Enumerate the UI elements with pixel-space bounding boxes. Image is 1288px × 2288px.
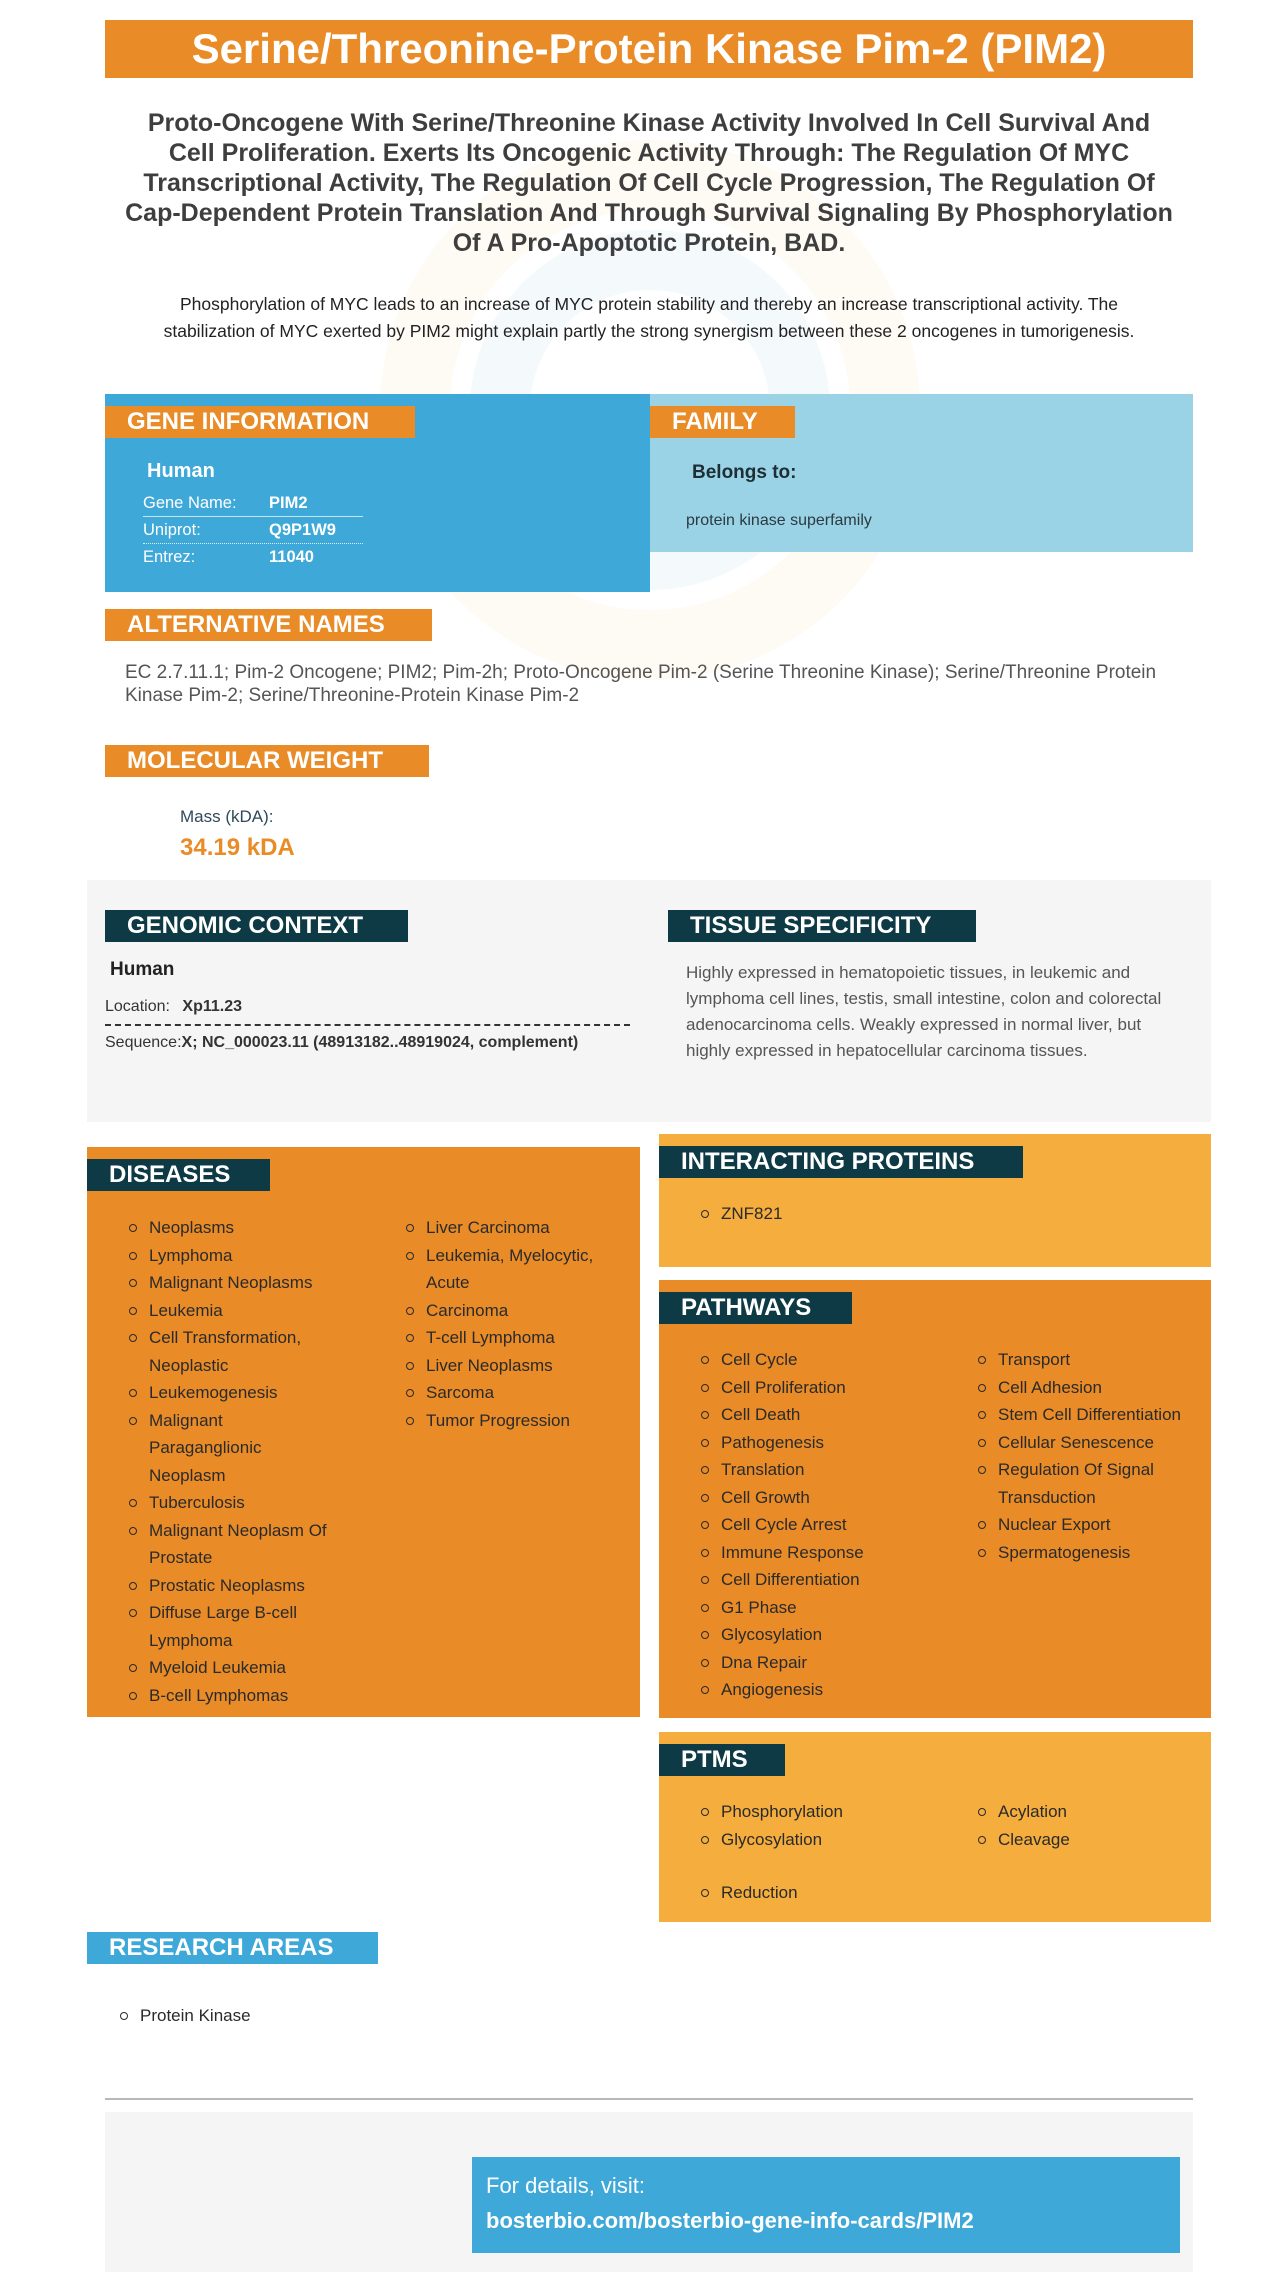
footer-divider (105, 2098, 1193, 2100)
details-link-box[interactable] (472, 2157, 1180, 2253)
gene-name-label: Gene Name: (143, 494, 237, 512)
location-value: Xp11.23 (182, 998, 242, 1015)
interacting-proteins-list (699, 1200, 999, 1228)
list-item: Glycosylation (699, 1621, 949, 1649)
list-item: Malignant Paraganglionic Neoplasm (127, 1407, 327, 1490)
tissue-specificity-text: Highly expressed in hematopoietic tissues, in leukemic and lymphoma cell lines, testis, small intestine, colon and colorectal adenocarcinoma cells. Weakly expressed in normal liver, but highly expressed in hepatocellular carcinoma tissues. (686, 963, 1162, 1060)
list-item: Transport (976, 1346, 1206, 1374)
list-item: Tumor Progression (404, 1407, 624, 1435)
list-item: Cell Growth (699, 1484, 949, 1512)
list-item: Phosphorylation (699, 1798, 949, 1826)
location-row (105, 998, 630, 1026)
gene-information-heading: GENE INFORMATION (105, 406, 415, 438)
list-item: Tuberculosis (127, 1489, 327, 1517)
list-item: Liver Neoplasms (404, 1352, 624, 1380)
diseases-heading: DISEASES (87, 1159, 270, 1191)
entrez-value[interactable]: 11040 (269, 548, 314, 566)
list-item: Malignant Neoplasm Of Prostate (127, 1517, 327, 1572)
list-item: Neoplasms (127, 1214, 327, 1242)
list-item: Diffuse Large B-cell Lymphoma (127, 1599, 327, 1654)
interacting-proteins-heading: INTERACTING PROTEINS (659, 1146, 1023, 1178)
list-item: Leukemogenesis (127, 1379, 327, 1407)
list-item: Sarcoma (404, 1379, 624, 1407)
pathways-list-col2 (976, 1346, 1206, 1566)
list-item: Liver Carcinoma (404, 1214, 624, 1242)
family-heading: FAMILY (650, 406, 795, 438)
sequence-value: X; NC_000023.11 (48913182..48919024, complement) (181, 1034, 579, 1051)
page-title: Serine/Threonine-Protein Kinase Pim-2 (PIM2) (105, 20, 1193, 78)
pathways-panel (659, 1280, 1211, 1718)
entrez-label: Entrez: (143, 548, 196, 566)
mass-label: Mass (kDA): (180, 807, 274, 826)
ptms-list-col1b (699, 1879, 949, 1907)
mass-value: 34.19 kDA (180, 834, 295, 861)
genomic-context-heading: GENOMIC CONTEXT (105, 910, 408, 942)
research-areas-list (118, 2002, 518, 2030)
visit-label: For details, visit: (486, 2173, 645, 2198)
list-item: Cell Proliferation (699, 1374, 949, 1402)
gene-name-value: PIM2 (269, 494, 308, 512)
pathways-list-col1 (699, 1346, 949, 1704)
list-item: Acylation (976, 1798, 1206, 1826)
sequence-row (105, 1034, 645, 1052)
entrez-row (143, 544, 363, 570)
list-item: Cell Transformation, Neoplastic (127, 1324, 327, 1379)
list-item: Dna Repair (699, 1649, 949, 1677)
alternative-names-text: EC 2.7.11.1; Pim-2 Oncogene; PIM2; Pim-2h; Proto-Oncogene Pim-2 (Serine Threonine Kinase); Serine/Threonine Protein Kinase Pim-2; Serine/Threonine-Protein Kinase Pim-2 (125, 662, 1157, 706)
uniprot-row (143, 517, 363, 544)
list-item: Translation (699, 1456, 949, 1484)
pathways-heading: PATHWAYS (659, 1292, 852, 1324)
list-item: Glycosylation (699, 1826, 949, 1854)
alternative-names-heading: ALTERNATIVE NAMES (105, 609, 432, 641)
gene-information-panel (105, 394, 650, 592)
list-item: Cell Cycle Arrest (699, 1511, 949, 1539)
list-item: Myeloid Leukemia (127, 1654, 327, 1682)
family-panel (650, 394, 1193, 552)
ptms-heading: PTMS (659, 1744, 785, 1776)
ptms-panel (659, 1732, 1211, 1922)
list-item: Reduction (699, 1879, 949, 1907)
list-item: Spermatogenesis (976, 1539, 1206, 1567)
location-label: Location: (105, 998, 170, 1015)
list-item: Prostatic Neoplasms (127, 1572, 327, 1600)
list-item: Cell Cycle (699, 1346, 949, 1374)
gene-organism: Human (147, 460, 215, 482)
list-item: Cellular Senescence (976, 1429, 1206, 1457)
molecular-weight-heading: MOLECULAR WEIGHT (105, 745, 429, 777)
list-item: Carcinoma (404, 1297, 624, 1325)
sequence-label: Sequence: (105, 1034, 182, 1051)
family-value: protein kinase superfamily (686, 512, 872, 529)
list-item: Cleavage (976, 1826, 1206, 1854)
list-item: Leukemia (127, 1297, 327, 1325)
list-item: Immune Response (699, 1539, 949, 1567)
details-url-link[interactable]: bosterbio.com/bosterbio-gene-info-cards/PIM2 (486, 2208, 974, 2233)
interacting-proteins-panel (659, 1134, 1211, 1267)
list-item: Angiogenesis (699, 1676, 949, 1704)
list-item: Malignant Neoplasms (127, 1269, 327, 1297)
list-item: Nuclear Export (976, 1511, 1206, 1539)
list-item: Protein Kinase (118, 2002, 518, 2030)
uniprot-value[interactable]: Q9P1W9 (269, 521, 336, 539)
diseases-panel (87, 1147, 640, 1717)
list-item: Pathogenesis (699, 1429, 949, 1457)
research-areas-heading: RESEARCH AREAS (87, 1932, 378, 1964)
diseases-list-col1 (127, 1214, 327, 1709)
list-item: Lymphoma (127, 1242, 327, 1270)
genomic-organism: Human (110, 959, 175, 980)
list-item: T-cell Lymphoma (404, 1324, 624, 1352)
list-item: Cell Differentiation (699, 1566, 949, 1594)
protein-summary: Proto-Oncogene With Serine/Threonine Kinase Activity Involved In Cell Survival And Cell Proliferation. Exerts Its Oncogenic Activity Through: The Regulation Of MYC Transcriptional Activity, The Regulation Of Cell Cycle Progression, The Regulation Of Cap-Dependent Protein Translation And Through Survival Signaling By Phosphorylation Of A Pro-Apoptotic Protein, BAD. (125, 109, 1173, 257)
tissue-specificity-heading: TISSUE SPECIFICITY (668, 910, 976, 942)
list-item: Cell Adhesion (976, 1374, 1206, 1402)
list-item: ZNF821 (699, 1200, 999, 1228)
ptms-list-col1 (699, 1798, 949, 1853)
list-item: Regulation Of Signal Transduction (976, 1456, 1206, 1511)
list-item: B-cell Lymphomas (127, 1682, 327, 1710)
list-item: G1 Phase (699, 1594, 949, 1622)
list-item: Leukemia, Myelocytic, Acute (404, 1242, 624, 1297)
uniprot-label: Uniprot: (143, 521, 201, 539)
diseases-list-col2 (404, 1214, 624, 1434)
family-belongs-label: Belongs to: (692, 462, 797, 483)
list-item: Cell Death (699, 1401, 949, 1429)
protein-description: Phosphorylation of MYC leads to an increase of MYC protein stability and thereby an increase transcriptional activity. The stabilization of MYC exerted by PIM2 might explain partly the strong synergism between these 2 oncogenes in tumorigenesis. (163, 294, 1135, 341)
ptms-list-col2 (976, 1798, 1206, 1853)
list-item: Stem Cell Differentiation (976, 1401, 1206, 1429)
gene-name-row (143, 490, 363, 517)
gene-info-table (143, 490, 363, 570)
